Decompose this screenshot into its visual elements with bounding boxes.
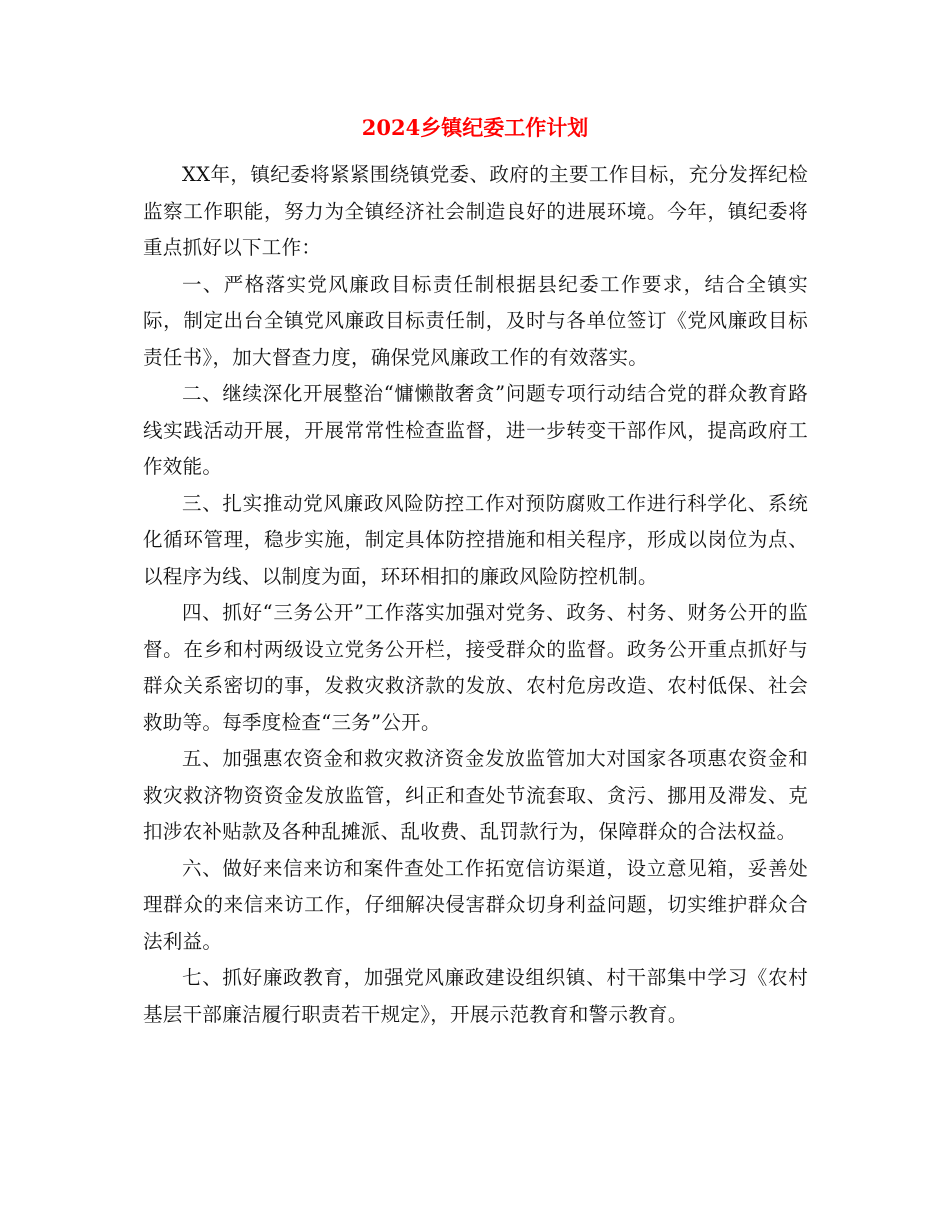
document-body [143, 157, 808, 1033]
section-7-paragraph: 七、抓好廉政教育，加强党风廉政建设组织镇、村干部集中学习《农村基层干部廉洁履行职责若干规定》，开展示范教育和警示教育。 [143, 966, 808, 1026]
section-4-paragraph: 四、抓好“三务公开”工作落实加强对党务、政务、村务、财务公开的监督。在乡和村两级设立党务公开栏，接受群众的监督。政务公开重点抓好与群众关系密切的事，发救灾救济款的发放、农村危房改造、农村低保、社会救助等。每季度检查“三务”公开。 [143, 601, 808, 734]
section-6-paragraph: 六、做好来信来访和案件查处工作拓宽信访渠道，设立意见箱，妥善处理群众的来信来访工作，仔细解决侵害群众切身利益问题，切实维护群众合法利益。 [143, 856, 808, 953]
section-5-paragraph: 五、加强惠农资金和救灾救济资金发放监管加大对国家各项惠农资金和救灾救济物资资金发放监管，纠正和查处节流套取、贪污、挪用及滞发、克扣涉农补贴款及各种乱摊派、乱收费、乱罚款行为，保障群众的合法权益。 [143, 747, 808, 843]
section-3-paragraph: 三、扎实推动党风廉政风险防控工作对预防腐败工作进行科学化、系统化循环管理，稳步实施，制定具体防控措施和相关程序，形成以岗位为点、以程序为线、以制度为面，环环相扣的廉政风险防控机制。 [143, 491, 808, 588]
section-1-paragraph: 一、严格落实党风廉政目标责任制根据县纪委工作要求，结合全镇实际，制定出台全镇党风廉政目标责任制，及时与各单位签订《党风廉政目标责任书》，加大督查力度，确保党风廉政工作的有效落实。 [143, 272, 808, 369]
document-title: 2024乡镇纪委工作计划 [361, 115, 589, 140]
intro-paragraph: XX年，镇纪委将紧紧围绕镇党委、政府的主要工作目标，充分发挥纪检监察工作职能，努力为全镇经济社会制造良好的进展环境。今年，镇纪委将重点抓好以下工作： [143, 163, 808, 259]
section-2-paragraph: 二、继续深化开展整治“慵懒散奢贪”问题专项行动结合党的群众教育路线实践活动开展，开展常常性检查监督，进一步转变干部作风，提高政府工作效能。 [143, 382, 808, 478]
